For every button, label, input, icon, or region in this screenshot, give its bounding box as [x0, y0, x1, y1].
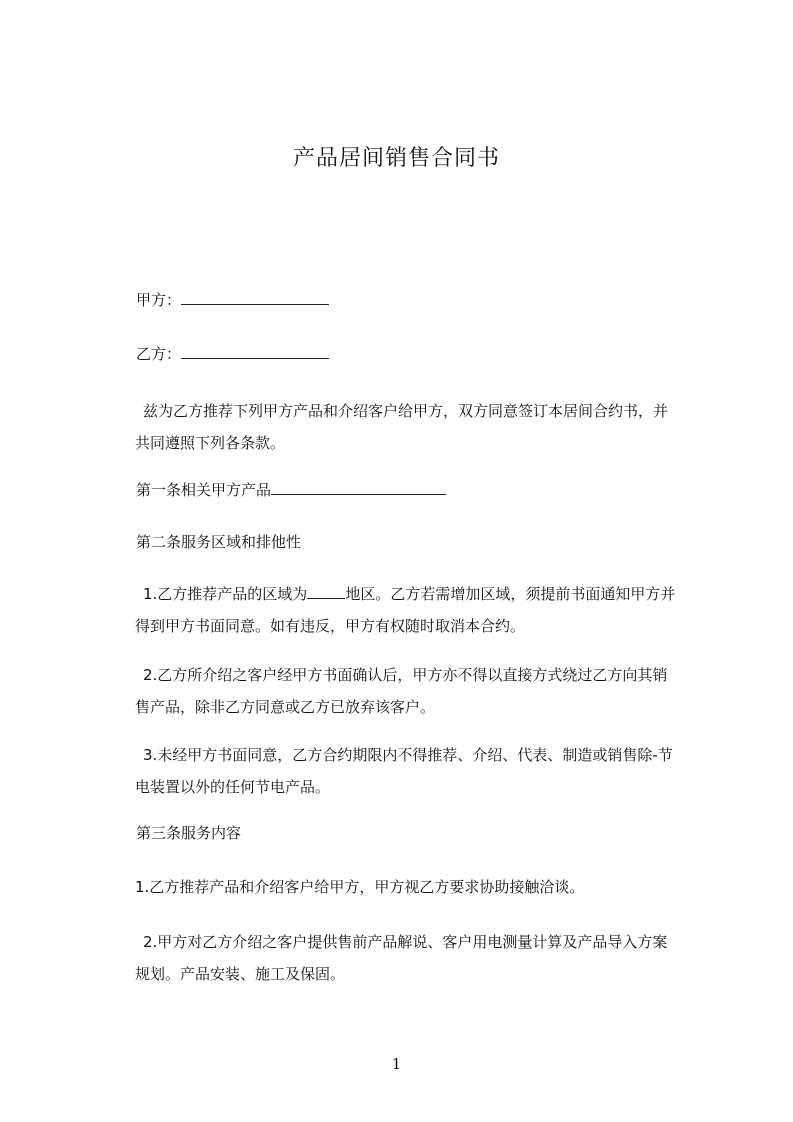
a2-item3-line2: 电装置以外的任何节电产品。 [135, 778, 331, 796]
article-3-item-2 [135, 926, 723, 990]
document-title: 产品居间销售合同书 [292, 146, 500, 171]
page-number: 1 [391, 1055, 402, 1073]
article-3-item-1: 1.乙方推荐产品和介绍客户给甲方，甲方视乙方要求协助接触洽谈。 [135, 878, 585, 896]
intro-line-1: 兹为乙方推荐下列甲方产品和介绍客户给甲方，双方同意签订本居间合约书，并 [143, 402, 669, 420]
article-1-blank [271, 480, 446, 495]
intro-paragraph [135, 395, 723, 459]
a2-item1-line2: 得到甲方书面同意。如有违反，甲方有权随时取消本合约。 [135, 617, 526, 635]
article-2-item-1 [135, 578, 723, 642]
article-1-label: 第一条相关甲方产品 [136, 481, 272, 499]
party-a-label: 甲方： [136, 291, 182, 309]
article-2-item-2 [135, 659, 723, 723]
a3-item2-line1: 2.甲方对乙方介绍之客户提供售前产品解说、客户用电测量计算及产品导入方案 [143, 933, 668, 951]
a2-item1-line1-pre: 1.乙方推荐产品的区域为 [143, 585, 308, 603]
article-3-heading: 第三条服务内容 [136, 824, 242, 842]
region-blank [307, 584, 345, 599]
a2-item1-line1-post: 地区。乙方若需增加区域，须提前书面通知甲方并 [345, 585, 676, 603]
a3-item2-line2: 规划。产品安装、施工及保固。 [135, 965, 346, 983]
a2-item2-line2: 售产品，除非乙方同意或乙方已放弃该客户。 [135, 698, 436, 716]
party-a-line [136, 289, 329, 311]
article-2-item-3 [135, 739, 723, 803]
party-b-line [136, 343, 329, 365]
party-b-label: 乙方： [136, 345, 182, 363]
article-1-heading [136, 479, 446, 501]
party-b-blank [181, 344, 329, 359]
a2-item3-line1: 3.未经甲方书面同意，乙方合约期限内不得推荐、介绍、代表、制造或销售除-节 [143, 746, 673, 764]
intro-line-2: 共同遵照下列各条款。 [135, 434, 286, 452]
party-a-blank [181, 290, 329, 305]
article-2-heading: 第二条服务区域和排他性 [136, 533, 302, 551]
a2-item2-line1: 2.乙方所介绍之客户经甲方书面确认后，甲方亦不得以直接方式绕过乙方向其销 [143, 666, 668, 684]
